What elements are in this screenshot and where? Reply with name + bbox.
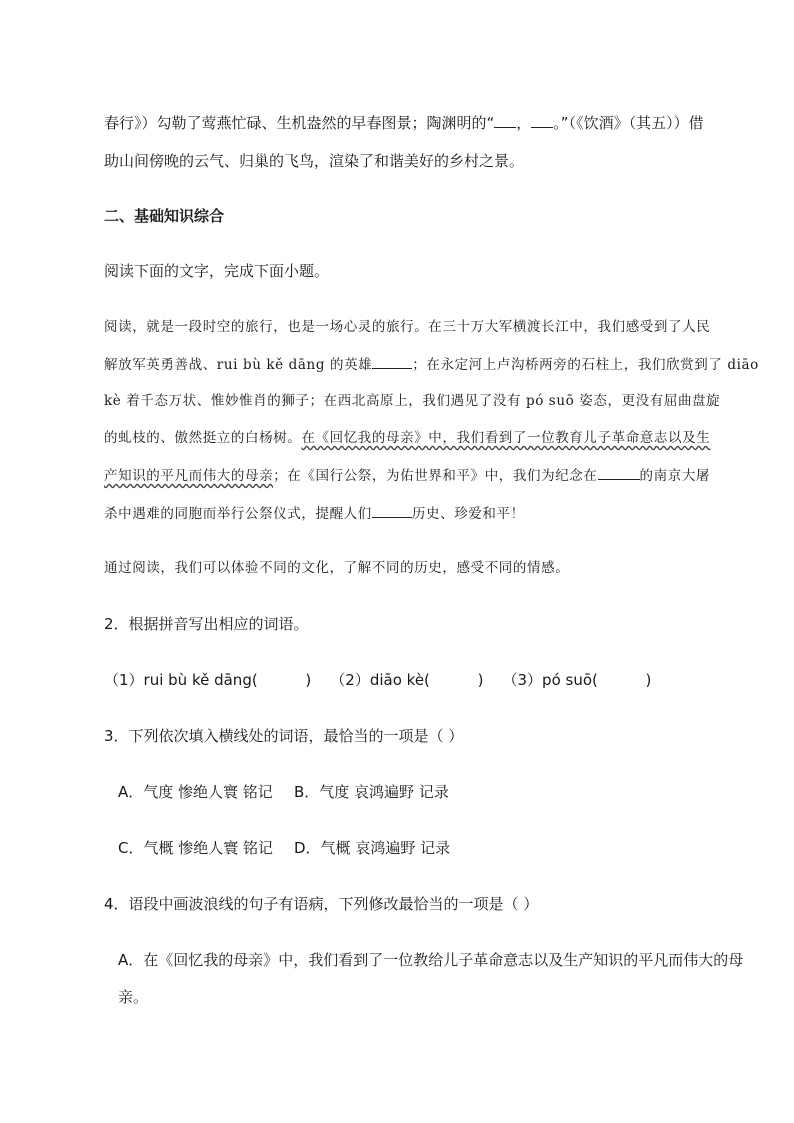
passage-line-3: kè 着千态万状、惟妙惟肖的狮子；在西北高原上，我们遇见了没有 pó suō 姿态，更没有屈曲盘旋 — [104, 393, 721, 409]
q3-option-b: B．气度 哀鸿遍野 记录 — [294, 783, 449, 801]
q3-option-a: A．气度 惨绝人寰 铭记 — [118, 783, 273, 801]
passage-line-2 — [104, 354, 759, 375]
fill-blank — [372, 503, 412, 518]
question-2-stem: 2．根据拼音写出相应的词语。 — [104, 615, 309, 633]
question-2-items: （1）rui bù kě dāng( ) （2）diāo kè( ) （3）pó suō( ) — [104, 671, 652, 689]
passage-text: 解放军英勇善战、rui bù kě dāng 的英雄 — [104, 357, 373, 373]
fill-blank — [494, 113, 516, 128]
passage-text: 的虬枝的、傲然挺立的白杨树。 — [104, 430, 302, 446]
passage-text: 历史、珍爱和平！ — [411, 506, 525, 522]
reading-instruction: 阅读下面的文字，完成下面小题。 — [104, 262, 330, 280]
fill-blank — [531, 113, 553, 128]
passage-line-6 — [104, 503, 525, 524]
q4-option-a-line-2: 亲。 — [118, 988, 149, 1006]
q4-option-a-line-1: A．在《回忆我的母亲》中，我们看到了一位教给儿子革命意志以及生产知识的平凡而伟大的母 — [118, 951, 744, 969]
q3-option-d: D．气概 哀鸿遍野 记录 — [294, 839, 451, 857]
question-4-stem: 4．语段中画波浪线的句子有语病，下列修改最恰当的一项是（ ） — [104, 895, 539, 913]
intro-line-1 — [104, 113, 704, 133]
passage-line-4 — [104, 428, 710, 448]
passage-line-5 — [104, 465, 710, 486]
question-3-stem: 3．下列依次填入横线处的词语，最恰当的一项是（ ） — [104, 727, 464, 745]
wavy-underlined-sentence: 产知识的平凡而伟大的母亲 — [104, 468, 274, 484]
fill-blank — [372, 354, 412, 369]
section-heading: 二、基础知识综合 — [104, 207, 225, 225]
intro-text: 。”（《饮酒》（其五））借 — [553, 114, 704, 132]
passage-text: 的南京大屠 — [639, 468, 711, 484]
passage-text: ；在永定河上卢沟桥两旁的石柱上，我们欣赏到了 diāo — [412, 357, 759, 373]
passage-text: 杀中遇难的同胞而举行公祭仪式，提醒人们 — [104, 506, 372, 522]
passage-line-1: 阅读，就是一段时空的旅行，也是一场心灵的旅行。在三十万大军横渡长江中，我们感受到了人民 — [104, 319, 711, 335]
passage-text: ；在《国行公祭，为佑世界和平》中，我们为纪念在 — [273, 468, 598, 484]
intro-line-2: 助山间傍晚的云气、归巢的飞鸟，渲染了和谐美好的乡村之景。 — [104, 152, 525, 170]
wavy-underlined-sentence: 在《回忆我的母亲》中，我们看到了一位教育儿子革命意志以及生 — [301, 430, 711, 446]
q3-option-c: C．气概 惨绝人寰 铭记 — [118, 839, 274, 857]
intro-text: ， — [516, 114, 532, 132]
passage-line-7: 通过阅读，我们可以体验不同的文化，了解不同的历史，感受不同的情感。 — [104, 560, 570, 576]
fill-blank — [598, 465, 640, 480]
intro-text: 春行》）勾勒了莺燕忙碌、生机盎然的早春图景；陶渊明的“ — [104, 114, 495, 132]
